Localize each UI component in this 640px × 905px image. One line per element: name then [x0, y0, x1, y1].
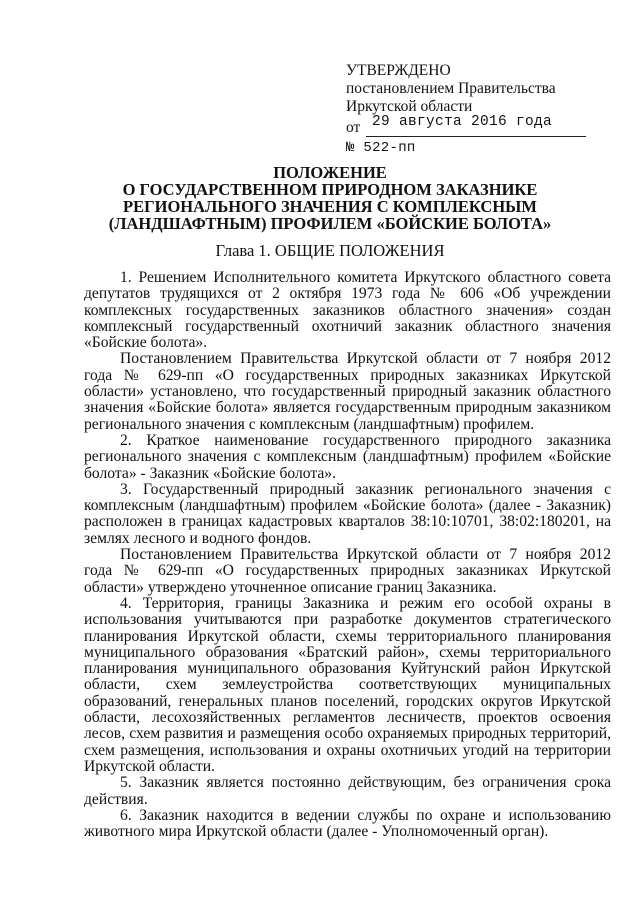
- heading-line-4: (ЛАНДШАФТНЫМ) ПРОФИЛЕМ «БОЙСКИЕ БОЛОТА»: [108, 214, 552, 233]
- paragraph-2: Постановлением Правительства Иркутской области от 7 ноября 2012 года № 629-пп «О государственных природных заказниках Иркутской области» установлено, что государственный природный заказник областного значения «Бойские болота» является государственным природным заказником регионального значения с комплексным (ландшафтным) профилем.: [84, 350, 611, 433]
- approval-number: № 522-пп: [346, 140, 416, 156]
- heading-line-2: О ГОСУДАРСТВЕННОМ ПРИРОДНОМ ЗАКАЗНИКЕ: [122, 180, 538, 199]
- approval-date-row: [346, 116, 586, 136]
- paragraph-7: 5. Заказник является постоянно действующим, без ограничения срока действия.: [84, 774, 611, 808]
- chapter-title: Глава 1. ОБЩИЕ ПОЛОЖЕНИЯ: [215, 241, 445, 260]
- approval-date-prefix: от: [346, 119, 361, 136]
- paragraph-6: 4. Территория, границы Заказника и режим его особой охраны в использования учитываются при разработке документов стратегического планирования Иркутской области, схемы территориального планирования муниципального образования «Братский район», схемы территориального планирования муниципального образования Куйтунский район Иркутской области, схем землеустройства соответствующих муниципальных образований, генеральных планов поселений, городских округов Иркутской области, лесохозяйственных регламентов лесничеств, проектов освоения лесов, схем развития и размещения особо охраняемых природных территорий, схем размещения, использования и охраны охотничьих угодий на территории Иркутской области.: [84, 594, 611, 775]
- document-heading: [40, 164, 620, 232]
- approval-region: Иркутской области: [346, 98, 473, 115]
- paragraph-5: Постановлением Правительства Иркутской области от 7 ноября 2012 года № 629-пп «О государственных природных заказниках Иркутской области» утверждено уточненное описание границ Заказника.: [84, 546, 611, 596]
- paragraph-3: 2. Краткое наименование государственного природного заказника регионального значения с комплексным (ландшафтным) профилем «Бойские болота» - Заказник «Бойские болота».: [84, 431, 611, 482]
- document-body: [84, 270, 611, 840]
- approval-issuer: постановлением Правительства: [346, 80, 556, 97]
- heading-line-3: РЕГИОНАЛЬНОГО ЗНАЧЕНИЯ С КОМПЛЕКСНЫМ: [123, 197, 537, 216]
- paragraph-1: 1. Решением Исполнительного комитета Иркутского областного совета депутатов трудящихся от 2 октября 1973 года № 606 «Об учреждении комплексных государственных заказников областного значения» создан комплексный государственный охотничий заказник областного значения «Бойские болота».: [84, 269, 611, 352]
- paragraph-4: 3. Государственный природный заказник регионального значения с комплексным (ландшафтным) профилем «Бойские болота» (далее - Заказник) расположен в границах кадастровых кварталов 38:10:10701, 38:02:180201, на землях лесного и водного фондов.: [84, 480, 611, 547]
- heading-line-1: ПОЛОЖЕНИЕ: [273, 163, 387, 182]
- approval-date-underline: [366, 136, 586, 137]
- approval-block: [346, 62, 586, 157]
- approval-number-row: [346, 138, 586, 157]
- approval-date: 29 августа 2016 года: [372, 114, 553, 130]
- paragraph-8: 6. Заказник находится в ведении службы по охране и использованию животного мира Иркутской области (далее - Уполномоченный орган).: [84, 806, 611, 841]
- approval-title: УТВЕРЖДЕНО: [346, 62, 451, 79]
